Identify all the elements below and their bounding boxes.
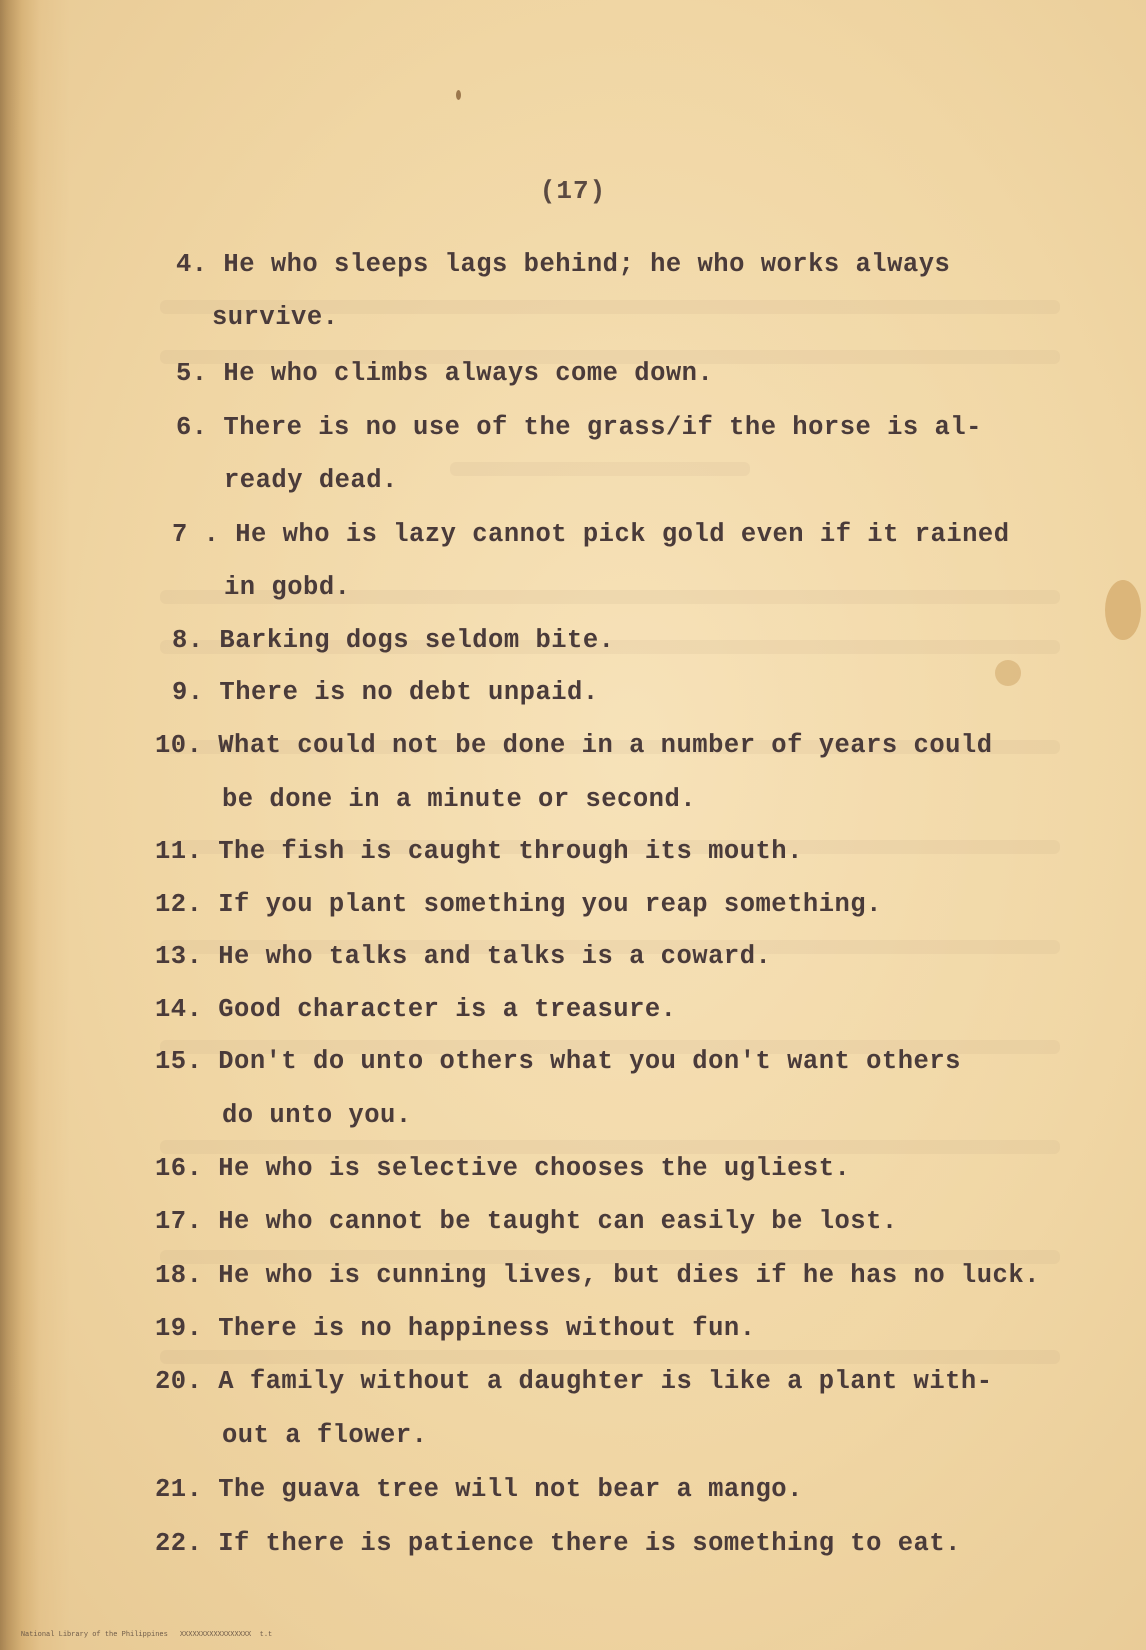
proverb-line: 12. If you plant something you reap something. — [155, 890, 882, 919]
proverb-line-continuation: survive. — [212, 303, 339, 332]
paper-stain — [995, 660, 1021, 686]
proverb-line: 4. He who sleeps lags behind; he who works always — [176, 250, 951, 279]
proverb-line: 10. What could not be done in a number of years could — [155, 731, 993, 760]
proverb-line-continuation: ready dead. — [224, 466, 398, 495]
proverb-line: 6. There is no use of the grass/if the horse is al- — [176, 413, 982, 442]
proverb-line: 15. Don't do unto others what you don't want others — [155, 1047, 961, 1076]
paper-stain — [1105, 580, 1141, 640]
proverb-line: 5. He who climbs always come down. — [176, 359, 714, 388]
proverb-line: 13. He who talks and talks is a coward. — [155, 942, 772, 971]
proverb-line: 16. He who is selective chooses the ugliest. — [155, 1154, 851, 1183]
proverb-line: 22. If there is patience there is something to eat. — [155, 1529, 961, 1558]
proverb-line-continuation: out a flower. — [222, 1421, 428, 1450]
bleed-through-mark — [450, 462, 750, 476]
footer-code: XXXXXXXXXXXXXXXXX t.t — [179, 1631, 273, 1639]
footer-stamp — [4, 1623, 284, 1647]
proverb-line: 9. There is no debt unpaid. — [172, 678, 599, 707]
proverb-line: 8. Barking dogs seldom bite. — [172, 626, 615, 655]
bleed-through-mark — [160, 1140, 1060, 1154]
proverb-line: 19. There is no happiness without fun. — [155, 1314, 756, 1343]
paper-stain — [456, 90, 461, 100]
proverb-line-continuation: in gobd. — [224, 573, 351, 602]
proverb-line-continuation: be done in a minute or second. — [222, 785, 697, 814]
footer-library: National Library of the Philippines — [20, 1631, 168, 1639]
proverb-line: 20. A family without a daughter is like a plant with- — [155, 1367, 993, 1396]
proverb-line: 21. The guava tree will not bear a mango. — [155, 1475, 803, 1504]
proverb-line: 11. The fish is caught through its mouth. — [155, 837, 803, 866]
proverb-line: 7 . He who is lazy cannot pick gold even if it rained — [172, 520, 1010, 549]
proverb-line: 17. He who cannot be taught can easily be lost. — [155, 1207, 898, 1236]
page-number: (17) — [539, 176, 607, 206]
bleed-through-mark — [160, 1350, 1060, 1364]
proverb-line-continuation: do unto you. — [222, 1101, 412, 1130]
proverb-line: 18. He who is cunning lives, but dies if he has no luck. — [155, 1261, 1040, 1290]
proverb-line: 14. Good character is a treasure. — [155, 995, 677, 1024]
